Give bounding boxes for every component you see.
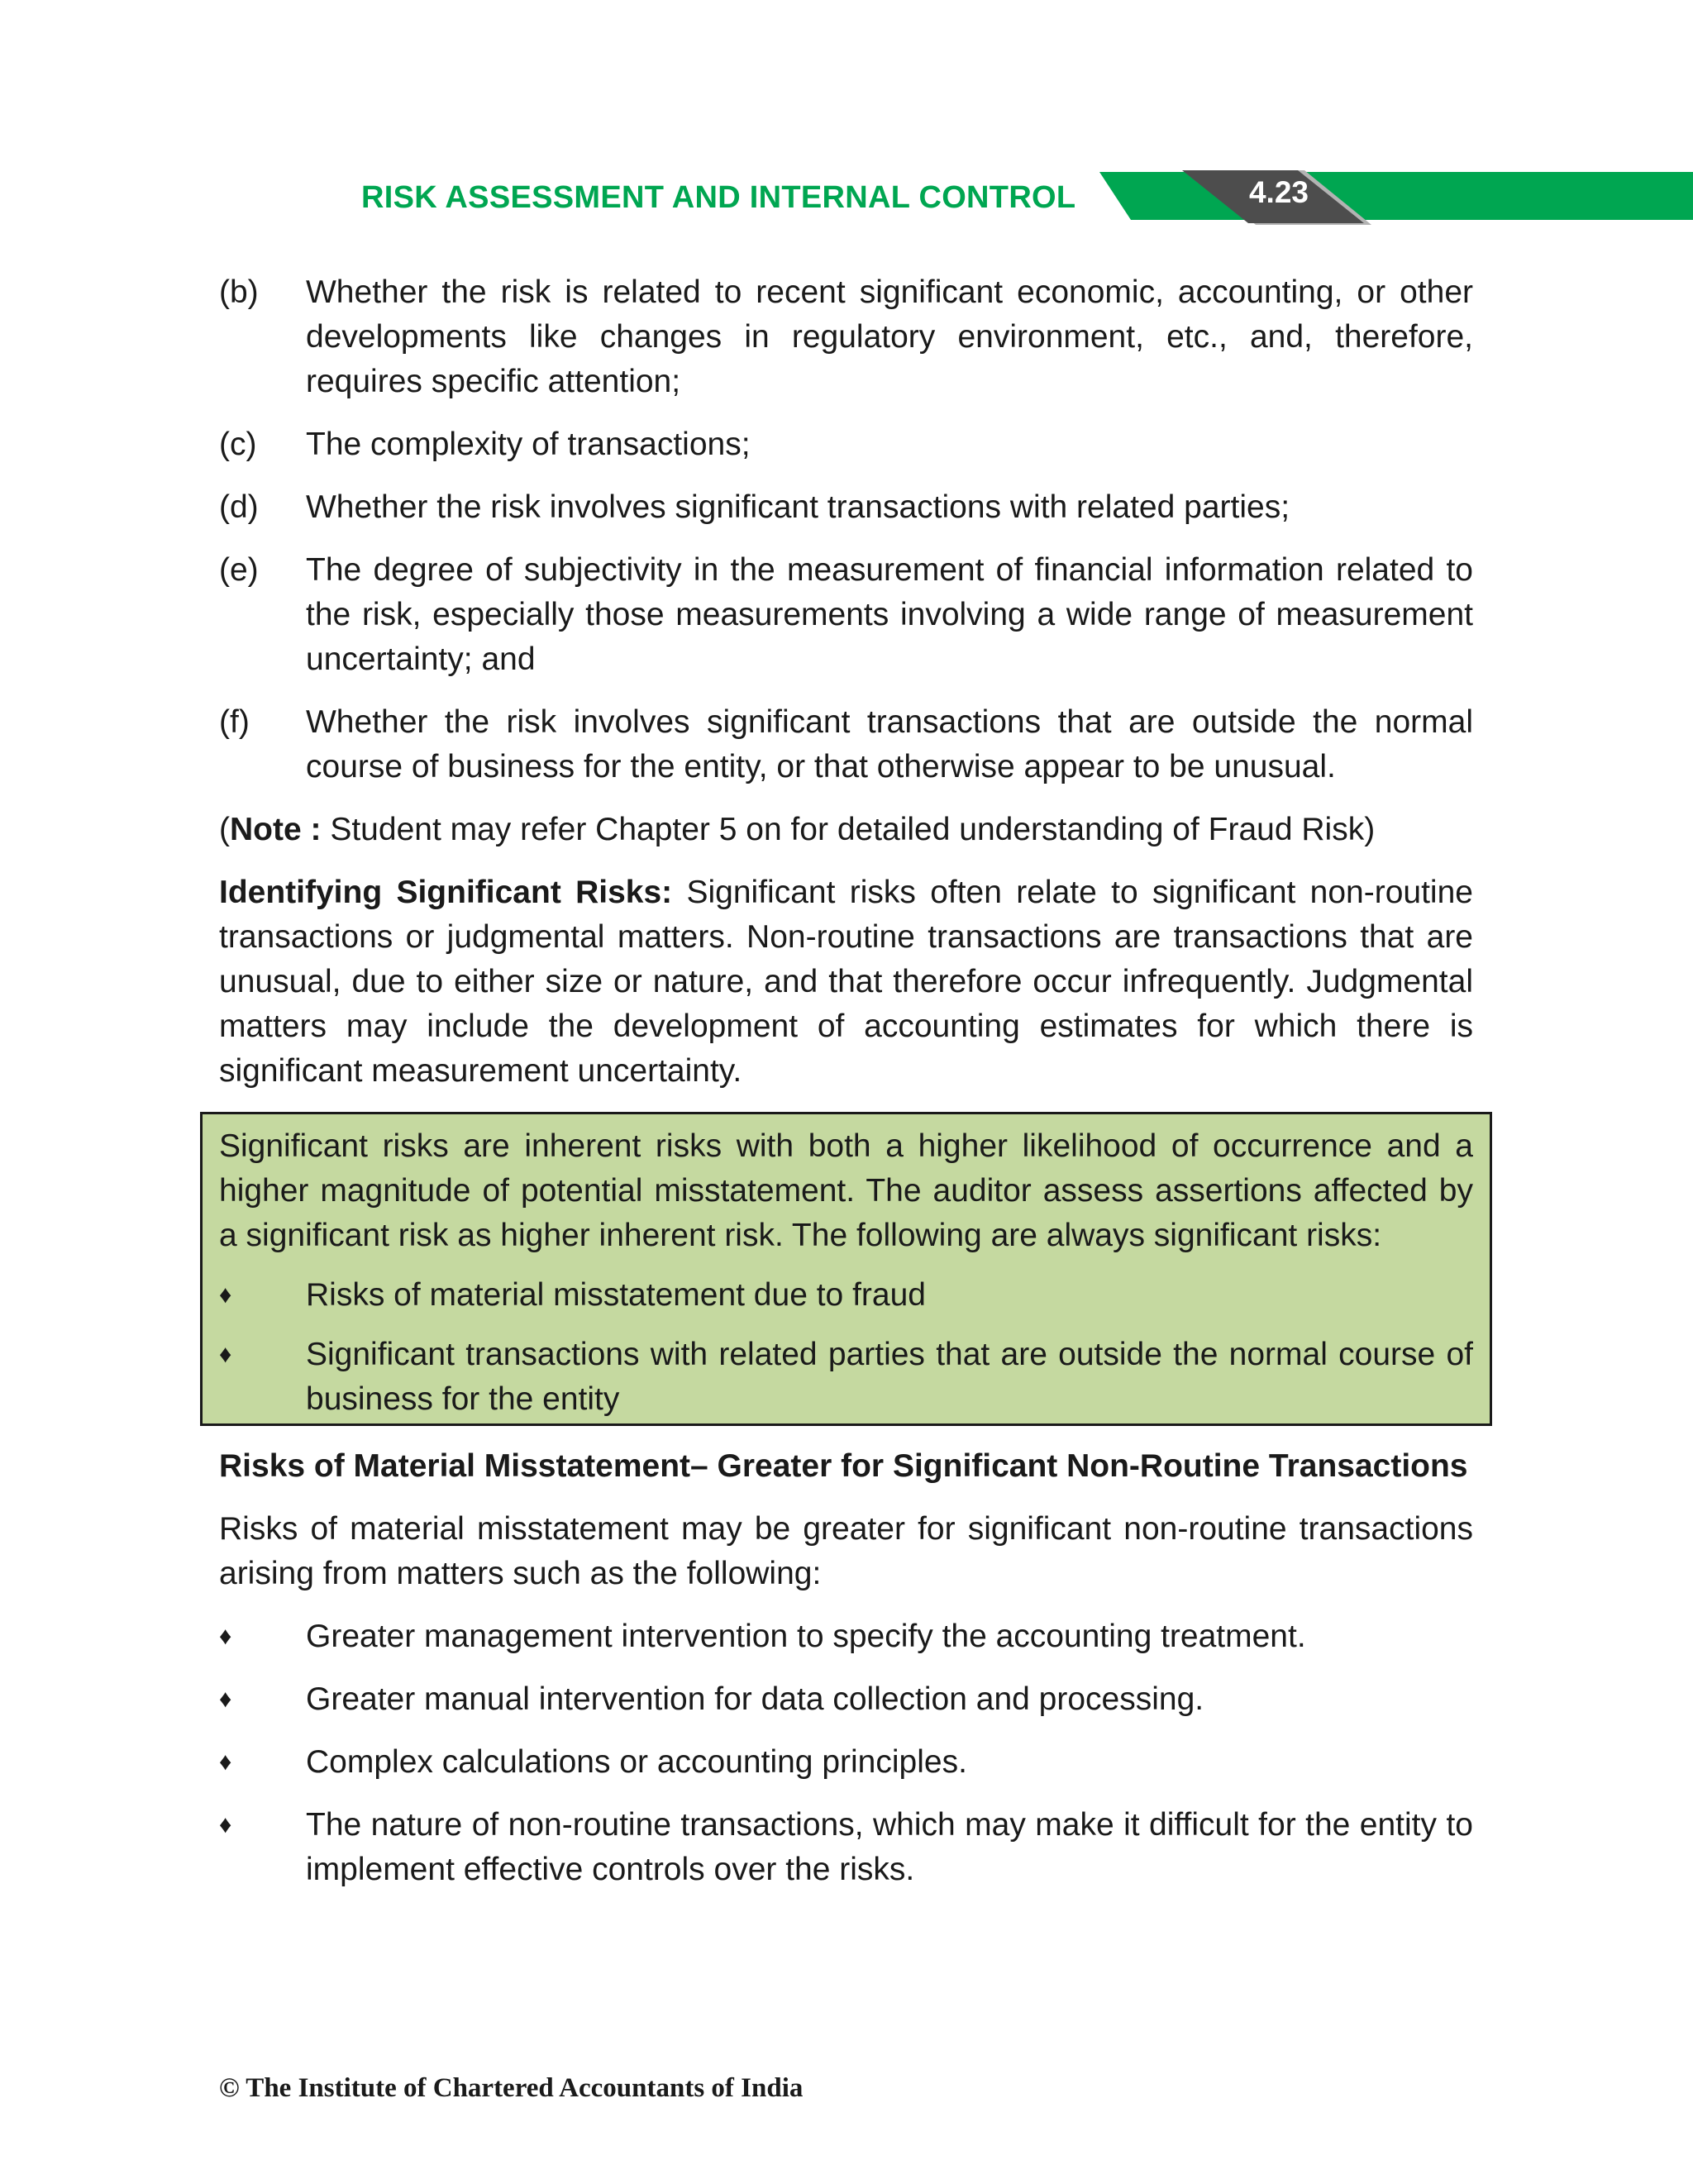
running-title: RISK ASSESSMENT AND INTERNAL CONTROL xyxy=(361,180,1076,215)
bullet-text: Greater management intervention to specify the accounting treatment. xyxy=(306,1619,1306,1654)
list-item-label: (d) xyxy=(219,489,259,525)
section-bullet xyxy=(219,1803,1473,1892)
header-band xyxy=(1099,170,1693,225)
band-green xyxy=(1099,172,1693,220)
diamond-bullet-icon: ♦ xyxy=(219,1281,232,1309)
section-bullet xyxy=(219,1614,1473,1659)
identifying-text: Significant risks often relate to significant non-routine transactions or judgmental matters. Non-routine transactions are transactions that are unusual, due to either size or nature, and that therefore occur infrequently. Judgmental matters may include the development of accounting estimates for which there is significant measurement uncertainty. xyxy=(219,875,1473,1089)
page-content xyxy=(219,270,1473,1910)
diamond-bullet-icon: ♦ xyxy=(219,1748,232,1776)
bullet-text: Complex calculations or accounting principles. xyxy=(306,1744,967,1780)
bullet-text: Risks of material misstatement due to fraud xyxy=(306,1277,926,1313)
note-paragraph xyxy=(219,808,1473,852)
list-item-text: The complexity of transactions; xyxy=(306,427,751,462)
list-item-text: Whether the risk is related to recent significant economic, accounting, or other developments like changes in regulatory environment, etc., and, therefore, requires specific attention; xyxy=(306,274,1473,399)
section-bullet xyxy=(219,1677,1473,1722)
list-item-text: The degree of subjectivity in the measurement of financial information related to the risk, especially those measurements involving a wide range of measurement uncertainty; and xyxy=(306,552,1473,677)
bullet-text: Significant transactions with related parties that are outside the normal course of business for the entity xyxy=(306,1337,1473,1417)
section-bullet xyxy=(219,1740,1473,1785)
section-intro: Risks of material misstatement may be greater for significant non-routine transactions arising from matters such as the following: xyxy=(219,1511,1473,1591)
list-item xyxy=(219,485,1473,530)
diamond-bullet-icon: ♦ xyxy=(219,1686,232,1713)
list-item xyxy=(219,422,1473,467)
list-item-label: (f) xyxy=(219,704,250,740)
diamond-bullet-icon: ♦ xyxy=(219,1811,232,1838)
note-label: Note : xyxy=(230,812,322,847)
identifying-paragraph xyxy=(219,870,1473,1094)
note-open-paren: ( xyxy=(219,812,230,847)
bullet-text: The nature of non-routine transactions, which may make it difficult for the entity to implement effective controls over the risks. xyxy=(306,1807,1473,1887)
highlight-box xyxy=(200,1112,1492,1426)
bullet-text: Greater manual intervention for data collection and processing. xyxy=(306,1681,1204,1717)
diamond-bullet-icon: ♦ xyxy=(219,1341,232,1368)
list-item-label: (e) xyxy=(219,552,259,588)
highlight-bullet xyxy=(219,1333,1473,1423)
highlight-bullet xyxy=(219,1273,1473,1318)
list-item xyxy=(219,548,1473,682)
list-item-text: Whether the risk involves significant transactions with related parties; xyxy=(306,489,1290,525)
identifying-heading: Identifying Significant Risks: xyxy=(219,875,673,910)
page-number: 4.23 xyxy=(1248,175,1309,209)
section-heading: Risks of Material Misstatement– Greater for Significant Non-Routine Transactions xyxy=(219,1448,1468,1484)
list-item xyxy=(219,270,1473,404)
list-item xyxy=(219,700,1473,789)
list-item-label: (b) xyxy=(219,274,259,310)
diamond-bullet-icon: ♦ xyxy=(219,1623,232,1650)
highlight-text: Significant risks are inherent risks with both a higher likelihood of occurrence and a higher magnitude of potential misstatement. The auditor assess assertions affected by a significant risk as higher inherent risk. The following are always significant risks: xyxy=(219,1128,1473,1253)
note-text: Student may refer Chapter 5 on for detailed understanding of Fraud Risk) xyxy=(321,812,1376,847)
list-item-label: (c) xyxy=(219,427,257,462)
list-item-text: Whether the risk involves significant transactions that are outside the normal course of business for the entity, or that otherwise appear to be unusual. xyxy=(306,704,1473,784)
copyright-footer: © The Institute of Chartered Accountants of India xyxy=(219,2073,804,2103)
